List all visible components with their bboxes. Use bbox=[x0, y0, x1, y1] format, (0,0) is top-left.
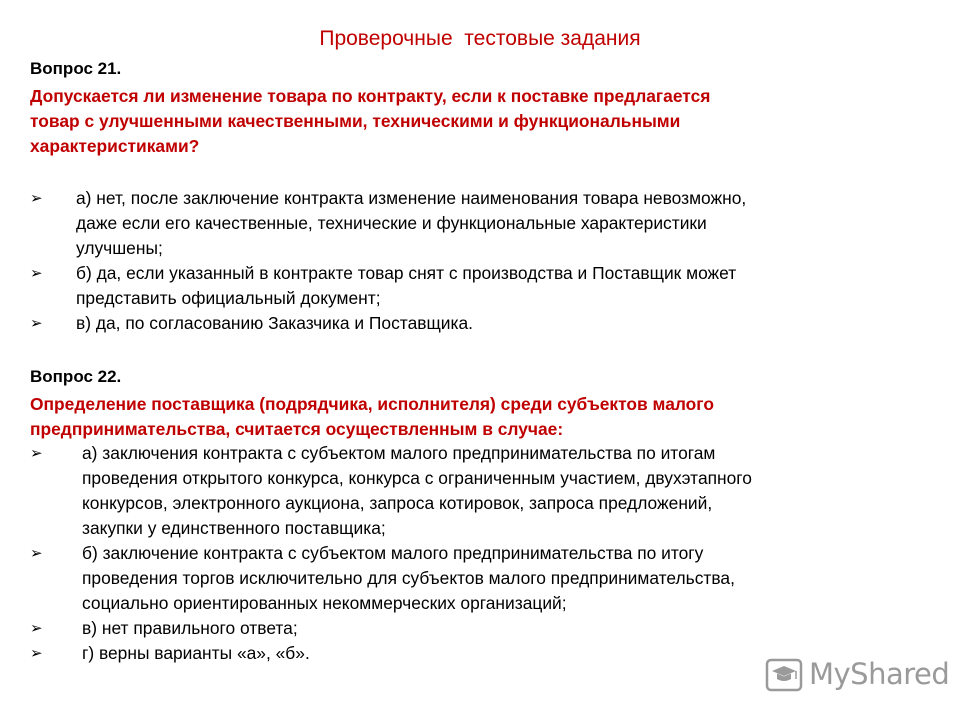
question-22-line: Определение поставщика (подрядчика, исполнителя) среди субъектов малого bbox=[30, 394, 714, 414]
arrow-bullet-icon: ➢ bbox=[30, 645, 43, 662]
watermark-logo bbox=[765, 655, 950, 695]
answer-line: социально ориентированных некоммерческих организаций; bbox=[82, 593, 567, 613]
arrow-bullet-icon: ➢ bbox=[30, 545, 43, 562]
question-21-line: характеристиками? bbox=[30, 136, 200, 156]
answer-line: закупки у единственного поставщика; bbox=[82, 518, 386, 538]
arrow-bullet-icon: ➢ bbox=[30, 265, 43, 282]
answer-line: в) нет правильного ответа; bbox=[82, 618, 298, 638]
answer-line: а) заключения контракта с субъектом малого предпринимательства по итогам bbox=[82, 443, 716, 463]
answer-line: улучшены; bbox=[76, 238, 163, 258]
question-21-answers bbox=[30, 186, 930, 336]
answer-line: представить официальный документ; bbox=[76, 288, 381, 308]
question-22-answers bbox=[30, 441, 930, 666]
answer-option-a bbox=[30, 441, 930, 541]
answer-line: даже если его качественные, технические и функциональные характеристики bbox=[76, 213, 707, 233]
question-21-text bbox=[30, 84, 910, 159]
answer-line: проведения торгов исключительно для субъектов малого предпринимательства, bbox=[82, 568, 735, 588]
answer-option-c bbox=[30, 616, 930, 641]
watermark-text: MyShared bbox=[809, 657, 950, 691]
question-22-line: предпринимательства, считается осуществленным в случае: bbox=[30, 419, 564, 439]
question-22-text bbox=[30, 392, 910, 442]
arrow-bullet-icon: ➢ bbox=[30, 315, 43, 332]
answer-option-b bbox=[30, 541, 930, 616]
answer-line: в) да, по согласованию Заказчика и Поставщика. bbox=[76, 313, 473, 333]
answer-line: а) нет, после заключение контракта изменение наименования товара невозможно, bbox=[76, 188, 747, 208]
answer-line: б) заключение контракта с субъектом малого предпринимательства по итогу bbox=[82, 543, 704, 563]
question-22-label: Вопрос 22. bbox=[30, 367, 122, 386]
answer-option-b bbox=[30, 261, 930, 311]
arrow-bullet-icon: ➢ bbox=[30, 445, 43, 462]
answer-line: конкурсов, электронного аукциона, запроса котировок, запроса предложений, bbox=[82, 493, 713, 513]
answer-option-a bbox=[30, 186, 930, 261]
arrow-bullet-icon: ➢ bbox=[30, 620, 43, 637]
answer-line: проведения открытого конкурса, конкурса с ограниченным участием, двухэтапного bbox=[82, 468, 752, 488]
question-21-label: Вопрос 21. bbox=[30, 59, 122, 78]
slide-title: Проверочные тестовые задания bbox=[319, 27, 641, 50]
answer-line: б) да, если указанный в контракте товар снят с производства и Поставщик может bbox=[76, 263, 737, 283]
question-21-line: товар с улучшенными качественными, техническими и функциональными bbox=[30, 111, 681, 131]
arrow-bullet-icon: ➢ bbox=[30, 190, 43, 207]
answer-option-c bbox=[30, 311, 930, 336]
mortarboard-icon bbox=[765, 657, 803, 693]
question-21-line: Допускается ли изменение товара по контракту, если к поставке предлагается bbox=[30, 86, 711, 106]
answer-line: г) верны варианты «а», «б». bbox=[82, 643, 310, 663]
